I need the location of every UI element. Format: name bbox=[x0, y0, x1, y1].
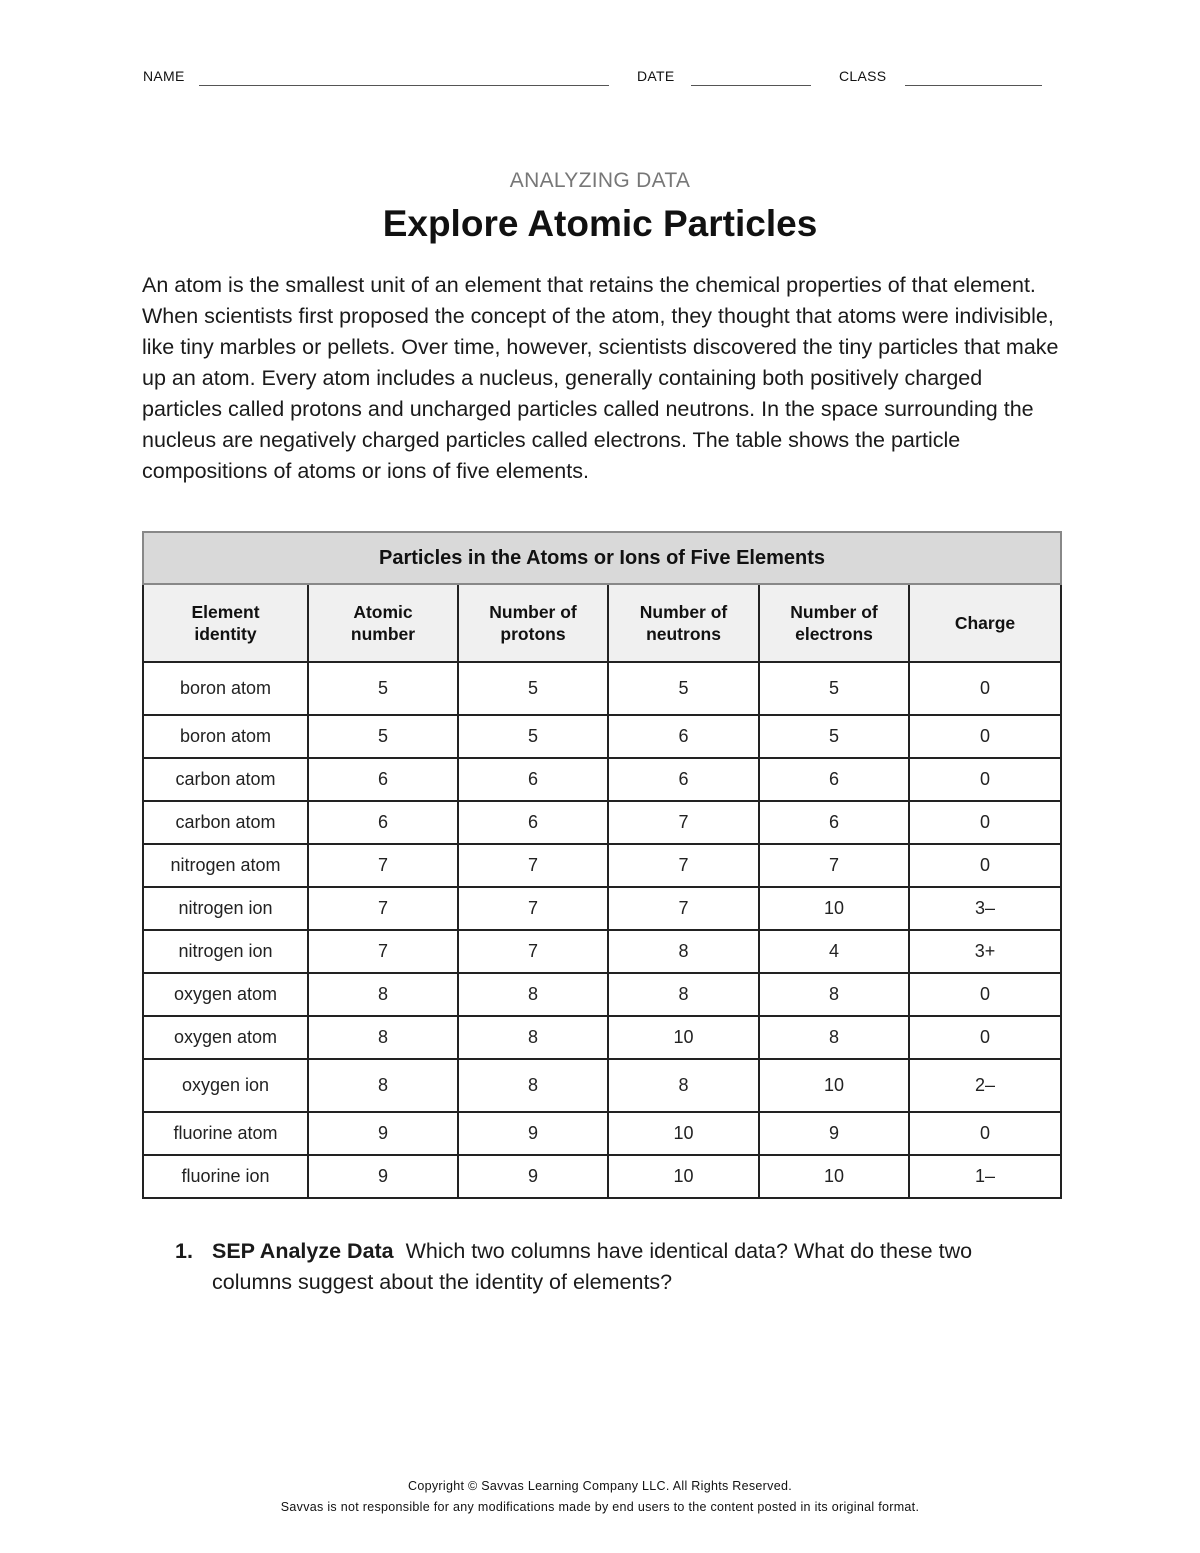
column-header bbox=[458, 584, 608, 662]
table-cell: 5 bbox=[759, 662, 909, 715]
table-cell: 5 bbox=[458, 662, 608, 715]
page-title: Explore Atomic Particles bbox=[382, 203, 818, 244]
table-row bbox=[143, 887, 1061, 930]
table-cell: 6 bbox=[458, 801, 608, 844]
table-row bbox=[143, 973, 1061, 1016]
class-field-line[interactable] bbox=[905, 85, 1042, 86]
table-cell: oxygen atom bbox=[143, 973, 308, 1016]
table-cell: 6 bbox=[759, 801, 909, 844]
question-text: Which two columns have identical data? What do these two columns suggest about the identity of elements? bbox=[212, 1239, 973, 1294]
table-cell: 6 bbox=[308, 801, 458, 844]
table-cell: 10 bbox=[608, 1016, 759, 1059]
table-cell: 0 bbox=[909, 662, 1061, 715]
table-cell: 6 bbox=[759, 758, 909, 801]
table-cell: 10 bbox=[759, 1059, 909, 1112]
table-cell: 5 bbox=[308, 662, 458, 715]
table-cell: 8 bbox=[308, 1016, 458, 1059]
table-cell: nitrogen ion bbox=[143, 887, 308, 930]
table-header-row bbox=[143, 584, 1061, 662]
column-header-line: Atomic bbox=[353, 602, 413, 622]
table-cell: 7 bbox=[308, 844, 458, 887]
section-kicker: ANALYZING DATA bbox=[509, 169, 691, 192]
column-header bbox=[308, 584, 458, 662]
particles-table bbox=[142, 531, 1062, 1199]
table-cell: 6 bbox=[608, 758, 759, 801]
table-cell: 10 bbox=[759, 1155, 909, 1198]
table-cell: 9 bbox=[308, 1155, 458, 1198]
table-row bbox=[143, 715, 1061, 758]
table-cell: 7 bbox=[458, 887, 608, 930]
table-cell: 0 bbox=[909, 715, 1061, 758]
table-cell: 0 bbox=[909, 1016, 1061, 1059]
table-cell: 10 bbox=[608, 1112, 759, 1155]
copyright-line: Copyright © Savvas Learning Company LLC. All Rights Reserved. bbox=[408, 1479, 792, 1493]
table-cell: oxygen ion bbox=[143, 1059, 308, 1112]
table-cell: 0 bbox=[909, 1112, 1061, 1155]
table-cell: boron atom bbox=[143, 662, 308, 715]
table-cell: 0 bbox=[909, 758, 1061, 801]
table-cell: 8 bbox=[308, 973, 458, 1016]
column-header-line: electrons bbox=[795, 624, 873, 644]
page-footer bbox=[0, 1476, 1200, 1518]
table-cell: 8 bbox=[759, 1016, 909, 1059]
table-cell: 5 bbox=[308, 715, 458, 758]
table-row bbox=[143, 1155, 1061, 1198]
table-title: Particles in the Atoms or Ions of Five Elements bbox=[143, 532, 1061, 584]
table-cell: carbon atom bbox=[143, 758, 308, 801]
table-cell: 7 bbox=[608, 844, 759, 887]
table-row bbox=[143, 844, 1061, 887]
table-cell: 3– bbox=[909, 887, 1061, 930]
table-cell: 5 bbox=[759, 715, 909, 758]
table-cell: 5 bbox=[458, 715, 608, 758]
table-cell: 7 bbox=[308, 930, 458, 973]
column-header-line: Number of bbox=[639, 602, 728, 622]
table-row bbox=[143, 758, 1061, 801]
table-cell: 7 bbox=[759, 844, 909, 887]
column-header-line: protons bbox=[500, 624, 566, 644]
table-cell: 8 bbox=[608, 1059, 759, 1112]
table-row bbox=[143, 662, 1061, 715]
column-header-line: Charge bbox=[954, 613, 1016, 633]
table-cell: 7 bbox=[458, 930, 608, 973]
name-label: NAME bbox=[143, 68, 185, 84]
table-cell: 8 bbox=[458, 1016, 608, 1059]
table-cell: 8 bbox=[458, 1059, 608, 1112]
table-row bbox=[143, 1016, 1061, 1059]
table-cell: 8 bbox=[308, 1059, 458, 1112]
name-field-line[interactable] bbox=[199, 85, 609, 86]
table-cell: 0 bbox=[909, 973, 1061, 1016]
table-cell: 8 bbox=[608, 973, 759, 1016]
table-cell: 6 bbox=[608, 715, 759, 758]
column-header bbox=[909, 584, 1061, 662]
table-cell: 0 bbox=[909, 801, 1061, 844]
question-text-block bbox=[212, 1236, 1055, 1298]
column-header bbox=[143, 584, 308, 662]
table-cell: 7 bbox=[308, 887, 458, 930]
table-cell: fluorine atom bbox=[143, 1112, 308, 1155]
date-field-line[interactable] bbox=[691, 85, 811, 86]
disclaimer-line: Savvas is not responsible for any modifications made by end users to the content posted in its original format. bbox=[280, 1500, 920, 1514]
table-row bbox=[143, 1112, 1061, 1155]
question-1 bbox=[175, 1236, 1055, 1298]
table-cell: 8 bbox=[608, 930, 759, 973]
table-cell: 4 bbox=[759, 930, 909, 973]
table-cell: fluorine ion bbox=[143, 1155, 308, 1198]
table-cell: 3+ bbox=[909, 930, 1061, 973]
table-cell: 6 bbox=[458, 758, 608, 801]
table-cell: oxygen atom bbox=[143, 1016, 308, 1059]
question-label: SEP Analyze Data bbox=[212, 1239, 394, 1263]
table-cell: 9 bbox=[458, 1155, 608, 1198]
table-cell: 7 bbox=[458, 844, 608, 887]
table-cell: 5 bbox=[608, 662, 759, 715]
table-cell: carbon atom bbox=[143, 801, 308, 844]
table-cell: 9 bbox=[458, 1112, 608, 1155]
table-cell: 10 bbox=[608, 1155, 759, 1198]
table-cell: 8 bbox=[458, 973, 608, 1016]
column-header-line: Number of bbox=[790, 602, 878, 622]
table-cell: 6 bbox=[308, 758, 458, 801]
table-cell: 9 bbox=[308, 1112, 458, 1155]
table-cell: 10 bbox=[759, 887, 909, 930]
table-cell: 0 bbox=[909, 844, 1061, 887]
table-cell: 8 bbox=[759, 973, 909, 1016]
table-row bbox=[143, 801, 1061, 844]
intro-paragraph: An atom is the smallest unit of an element that retains the chemical properties of that element. When scientists first proposed the concept of the atom, they thought that atoms were indivisible, like tiny marbles or pellets. Over time, however, scientists discovered the tiny particles that make up an atom. Every atom includes a nucleus, generally containing both positively charged particles called protons and uncharged particles called neutrons. In the space surrounding the nucleus are negatively charged particles called electrons. The table shows the particle compositions of atoms or ions of five elements. bbox=[142, 273, 1059, 483]
column-header bbox=[759, 584, 909, 662]
table-row bbox=[143, 1059, 1061, 1112]
table-cell: 9 bbox=[759, 1112, 909, 1155]
table-row bbox=[143, 930, 1061, 973]
column-header-line: identity bbox=[194, 624, 257, 644]
column-header bbox=[608, 584, 759, 662]
table-cell: 7 bbox=[608, 887, 759, 930]
column-header-line: number bbox=[350, 624, 416, 644]
date-label: DATE bbox=[637, 68, 675, 84]
table-cell: 2– bbox=[909, 1059, 1061, 1112]
column-header-line: neutrons bbox=[646, 624, 721, 644]
column-header-line: Element bbox=[191, 602, 260, 622]
column-header-line: Number of bbox=[489, 602, 577, 622]
table-cell: 7 bbox=[608, 801, 759, 844]
worksheet-header bbox=[143, 66, 1043, 90]
table-cell: nitrogen ion bbox=[143, 930, 308, 973]
table-title-row bbox=[143, 532, 1061, 584]
table-cell: nitrogen atom bbox=[143, 844, 308, 887]
question-number: 1. bbox=[175, 1239, 193, 1263]
table-cell: boron atom bbox=[143, 715, 308, 758]
class-label: CLASS bbox=[839, 68, 887, 84]
table-cell: 1– bbox=[909, 1155, 1061, 1198]
